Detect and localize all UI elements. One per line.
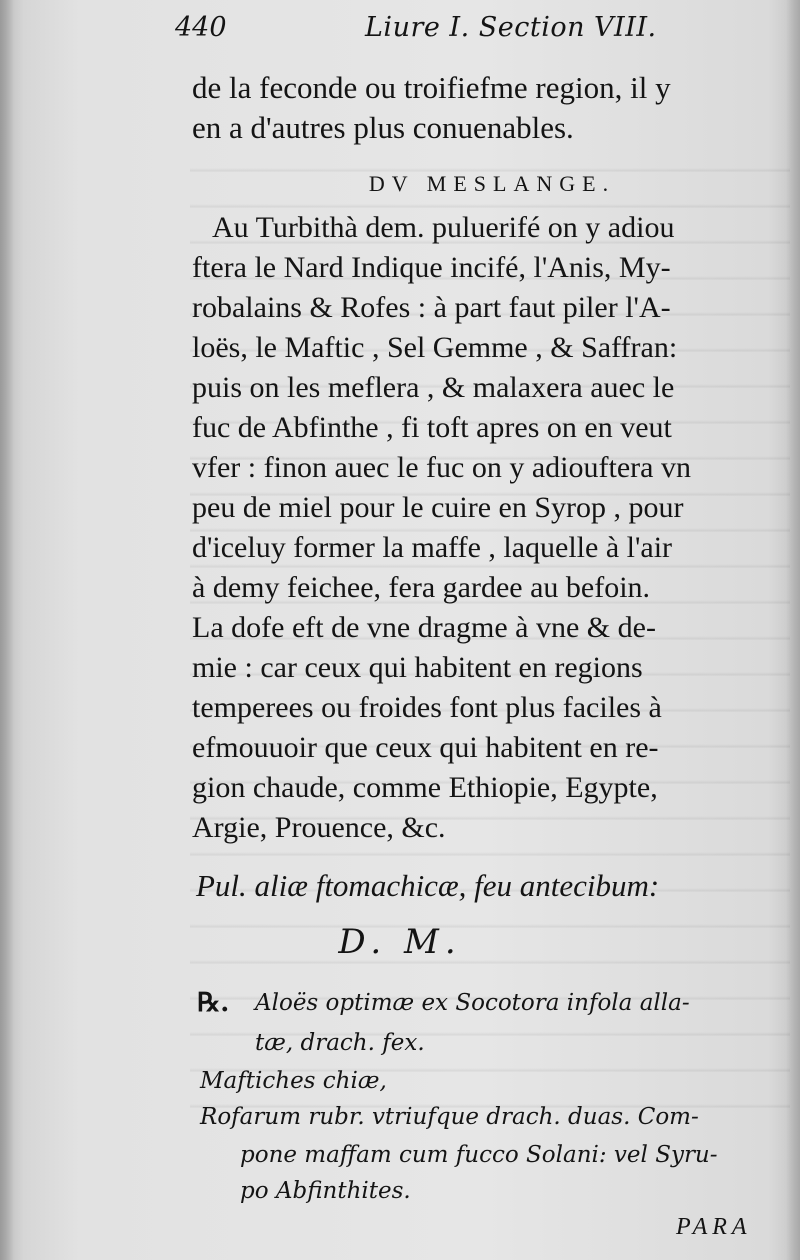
page-left-edge-shadow <box>0 0 14 1260</box>
intro-line: de la feconde ou troifiefme region, il y <box>192 70 671 105</box>
paragraph-line: robalains & Rofes : à part faut piler l'A- <box>192 291 671 324</box>
recipe-line: po Abfinthites. <box>240 1178 411 1204</box>
recipe-line: Maftiches chiæ, <box>200 1068 387 1094</box>
body-text <box>192 68 792 844</box>
recipe-line: tæ, drach. fex. <box>255 1030 425 1056</box>
paragraph-line: puis on les meflera , & malaxera auec le <box>192 371 675 404</box>
recipe-line: Rofarum rubr. vtriufque drach. duas. Com- <box>200 1104 699 1130</box>
paragraph-line: loës, le Maftic , Sel Gemme , & Saffran: <box>192 331 678 364</box>
paragraph-line: à demy feichee, fera gardee au befoin. <box>192 571 651 604</box>
paragraph-line: peu de miel pour le cuire en Syrop , pour <box>192 491 684 524</box>
paragraph-line: d'iceluy former la maffe , laquelle à l'air <box>192 531 673 564</box>
paragraph-line: mie : car ceux qui habitent en regions <box>192 651 643 684</box>
running-head: Liure I. Section VIII. <box>365 12 657 43</box>
paragraph-line: Argie, Prouence, &c. <box>192 811 446 844</box>
recipe-line: pone maffam cum fucco Solani: vel Syru- <box>240 1142 718 1168</box>
paragraph-line: ftera le Nard Indique incifé, l'Anis, My- <box>192 251 671 284</box>
paragraph-line: temperees ou froides font plus faciles à <box>192 691 662 724</box>
catchword: PARA <box>676 1214 752 1240</box>
paragraph-line: vfer : finon auec le fuc on y adiouftera vn <box>192 451 691 484</box>
intro-line: en a d'autres plus conuenables. <box>192 110 574 145</box>
recipe-title: Pul. aliæ ftomachicæ, feu antecibum: <box>196 868 660 903</box>
recipe-subtitle: D. M. <box>338 922 462 962</box>
paragraph-line: La dofe eft de vne dragme à vne & de- <box>192 611 656 644</box>
section-heading: DV MESLANGE. <box>368 171 616 196</box>
paragraph-line: fuc de Abfinthe , fi toft apres on en veut <box>192 411 672 444</box>
page-number: 440 <box>175 12 227 43</box>
page-header <box>175 12 775 48</box>
paragraph-line: Au Turbithà dem. puluerifé on y adiou <box>212 211 675 244</box>
paragraph-line: gion chaude, comme Ethiopie, Egypte, <box>192 771 658 804</box>
recipe-symbol: ℞. <box>197 988 230 1018</box>
recipe-line: Aloës optimæ ex Socotora infola alla- <box>255 990 690 1016</box>
paragraph-line: efmouuoir que ceux qui habitent en re- <box>192 731 659 764</box>
